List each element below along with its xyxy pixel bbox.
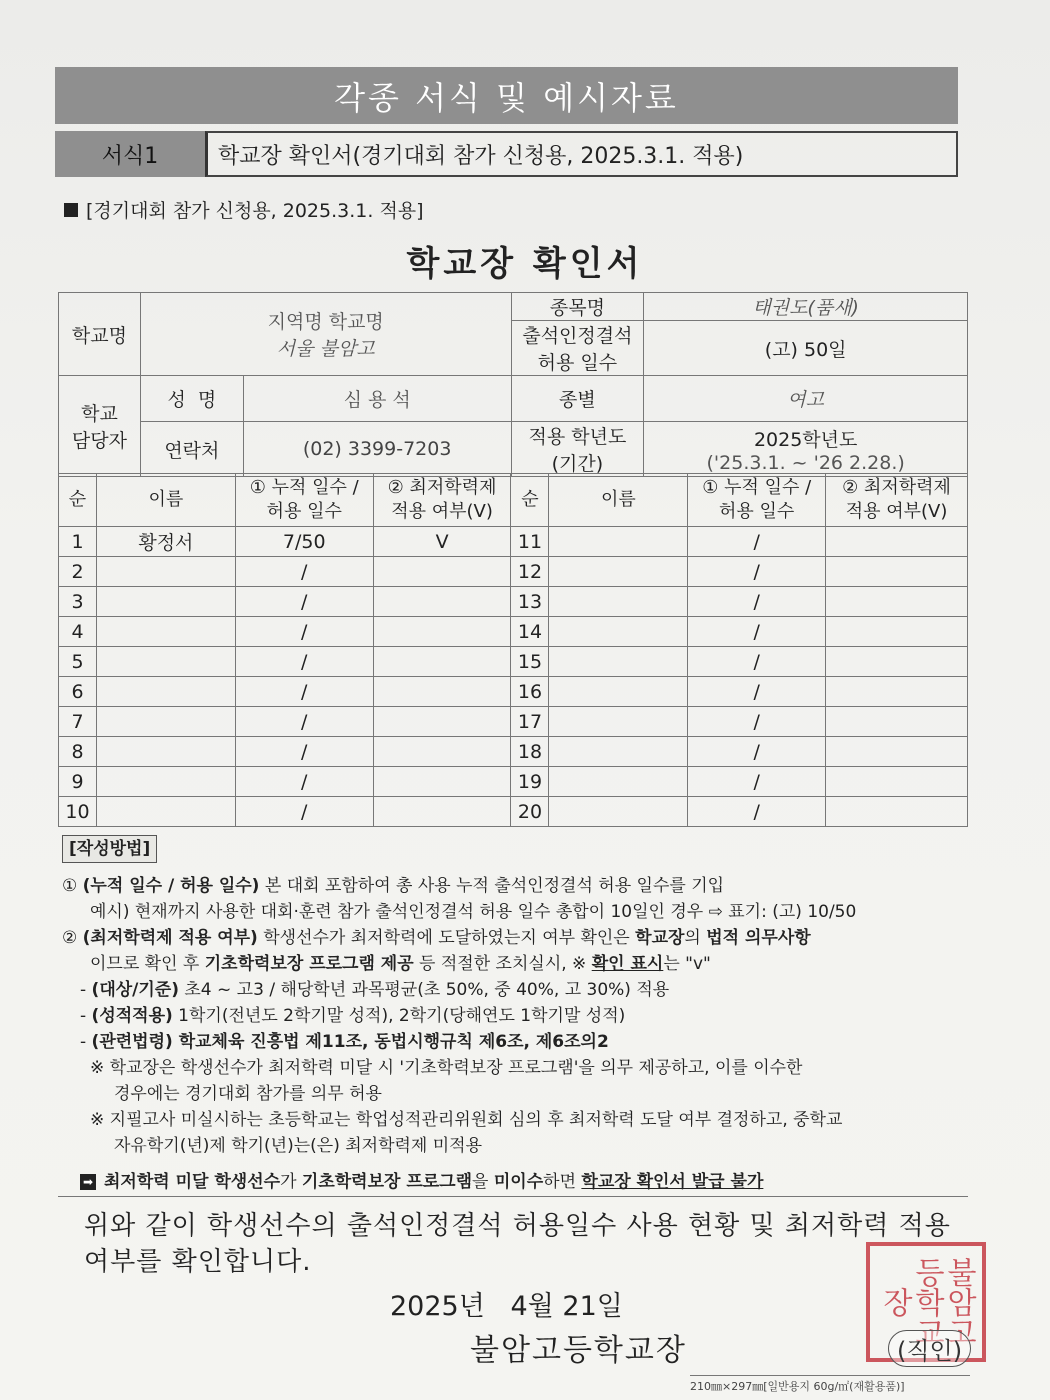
student-name <box>96 677 235 707</box>
year-value-cell <box>644 422 968 477</box>
remark-1b: 경우에는 경기대회 참가를 의무 허용 <box>114 1084 382 1104</box>
allow-value: (고) 50일 <box>644 321 968 376</box>
divider <box>58 1196 968 1197</box>
remark-2b: 자유학기(년)제 학기(년)는(은) 최저학력제 미적용 <box>114 1136 483 1156</box>
allow-label-line1: 출석인정결석 <box>522 325 633 347</box>
year-label-line2: (기간) <box>551 453 604 475</box>
note-2-text-a: 학생선수가 최저학력에 도달하였는지 여부 확인은 <box>257 928 636 948</box>
cumulative-days: / <box>235 707 373 737</box>
note-1-example: 예시) 현재까지 사용한 대회·훈련 참가 출석인정결석 허용 일수 총합이 10일인 경우 ⇨ 표기: (고) 10/50 <box>90 902 857 922</box>
col-header-days-right <box>688 474 826 527</box>
warning-f: 하면 <box>543 1172 582 1192</box>
col-header-days-line2: 허용 일수 <box>266 501 342 522</box>
sub-note-2: - (성적적용) 1학기(전년도 2학기말 성적), 2학기(당해연도 1학기말 성적) <box>80 1006 626 1026</box>
warning-c: 기초학력보장 프로그램 <box>301 1172 473 1192</box>
warning-a: 최저학력 미달 학생선수 <box>104 1172 281 1192</box>
student-name-right <box>549 527 688 557</box>
student-name-right <box>549 647 688 677</box>
type-value: 여고 <box>644 376 968 422</box>
col-header-min <box>373 474 511 527</box>
col-header-min-line2: 적용 여부(V) <box>391 501 493 522</box>
cumulative-days-right: / <box>688 767 826 797</box>
seal-label: (직인) <box>888 1330 971 1367</box>
principal-name: 불암고등학교장 <box>470 1333 687 1368</box>
col-header-days <box>235 474 373 527</box>
row-number-right: 16 <box>511 677 549 707</box>
year-label-line1: 적용 학년도 <box>528 426 627 448</box>
warning-g: 학교장 확인서 발급 불가 <box>581 1172 764 1192</box>
col-header-min-right-line1: ② 최저학력제 <box>842 477 951 498</box>
table-row <box>59 767 968 797</box>
manager-label-line1: 학교 <box>81 403 118 425</box>
note-2-bold-principal: 학교장 <box>635 928 685 948</box>
col-header-name: 이름 <box>96 474 235 527</box>
student-name <box>96 587 235 617</box>
min-academic-check-right <box>826 617 968 647</box>
note-1-text: 본 대회 포함하여 총 사용 누적 출석인정결석 허용 일수를 기입 <box>259 876 725 896</box>
table-row <box>59 647 968 677</box>
col-header-no: 순 <box>59 474 97 527</box>
cumulative-days-right: / <box>688 527 826 557</box>
row-number-right: 15 <box>511 647 549 677</box>
min-academic-check-right <box>826 707 968 737</box>
name-value: 심 용 석 <box>243 376 511 422</box>
student-name-right <box>549 797 688 827</box>
note-2-line2-c: 등 적절한 조치실시, ※ <box>413 954 592 974</box>
square-bullet-icon <box>64 203 78 217</box>
contact-value: (02) 3399-7203 <box>243 422 511 477</box>
row-number: 4 <box>59 617 97 647</box>
stamp-text: 불암고등학교장 <box>877 1257 976 1347</box>
row-number: 7 <box>59 707 97 737</box>
sport-value: 태권도(품새) <box>644 293 968 321</box>
student-name <box>96 737 235 767</box>
cumulative-days-right: / <box>688 737 826 767</box>
arrow-box-icon: ➡ <box>80 1174 96 1190</box>
min-academic-check <box>373 617 511 647</box>
student-name-right <box>549 587 688 617</box>
allow-label <box>511 321 644 376</box>
sub-heading <box>64 196 424 223</box>
manager-label <box>59 376 141 477</box>
cumulative-days-right: / <box>688 707 826 737</box>
school-value: 서울 불암고 <box>276 338 375 360</box>
cumulative-days: / <box>235 797 373 827</box>
row-number: 1 <box>59 527 97 557</box>
student-name-right <box>549 767 688 797</box>
note-2-line2-d: 확인 표시 <box>591 954 664 974</box>
sub-note-1: - (대상/기준) 초4 ~ 고3 / 해당학년 과목평균(초 50%, 중 40%, 고 30%) 적용 <box>80 980 670 1000</box>
contact-label: 연락처 <box>140 422 243 477</box>
sub-note-3-text: 학교체육 진흥법 제11조, 동법시행규칙 제6조, 제6조의2 <box>172 1032 609 1052</box>
note-2-text-b: 의 <box>684 928 707 948</box>
row-number: 6 <box>59 677 97 707</box>
sub-note-1-bold: (대상/기준) <box>91 980 179 1000</box>
min-academic-check-right <box>826 767 968 797</box>
note-2-line2-e: 는 "v" <box>663 954 711 974</box>
table-row <box>59 677 968 707</box>
min-academic-check-right <box>826 647 968 677</box>
row-number: 8 <box>59 737 97 767</box>
col-header-min-right <box>826 474 968 527</box>
table-row <box>59 587 968 617</box>
cumulative-days-right: / <box>688 647 826 677</box>
document-title: 학교장 확인서 <box>406 244 644 284</box>
cumulative-days: / <box>235 647 373 677</box>
student-name-right <box>549 677 688 707</box>
note-2-mark: ② <box>62 928 78 948</box>
remark-1: ※ 학교장은 학생선수가 최저학력 미달 시 '기초학력보장 프로그램'을 의무 제공하고, 이를 이수한 <box>90 1058 803 1078</box>
row-number-right: 11 <box>511 527 549 557</box>
min-academic-check-right <box>826 737 968 767</box>
cumulative-days: / <box>235 677 373 707</box>
student-name <box>96 647 235 677</box>
student-table <box>58 473 968 827</box>
cumulative-days-right: / <box>688 587 826 617</box>
cumulative-days-right: / <box>688 677 826 707</box>
cumulative-days: / <box>235 587 373 617</box>
school-cell <box>140 293 511 376</box>
min-academic-check-right <box>826 557 968 587</box>
note-2 <box>62 925 972 951</box>
row-number: 9 <box>59 767 97 797</box>
sub-note-3: - (관련법령) 학교체육 진흥법 제11조, 동법시행규칙 제6조, 제6조의2 <box>80 1032 609 1052</box>
cumulative-days: / <box>235 767 373 797</box>
type-label: 종별 <box>511 376 644 422</box>
col-header-min-line1: ② 최저학력제 <box>387 477 497 498</box>
table-row <box>59 797 968 827</box>
note-2-bold: (최저학력제 적용 여부) <box>82 928 258 948</box>
cumulative-days: / <box>235 737 373 767</box>
min-academic-check <box>373 737 511 767</box>
min-academic-check: V <box>373 527 511 557</box>
note-1 <box>62 873 972 899</box>
min-academic-check <box>373 677 511 707</box>
row-number: 3 <box>59 587 97 617</box>
min-academic-check <box>373 557 511 587</box>
year-value: 2025학년도 <box>753 428 858 451</box>
form-code: 서식1 <box>55 131 205 177</box>
issue-date: 2025년 4월 21일 <box>390 1291 623 1322</box>
row-number: 5 <box>59 647 97 677</box>
col-header-min-right-line2: 적용 여부(V) <box>845 501 948 522</box>
row-number-right: 19 <box>511 767 549 797</box>
table-header-row <box>59 474 968 527</box>
declaration: 위와 같이 학생선수의 출석인정결석 허용일수 사용 현황 및 최저학력 적용 여부를 확인합니다. <box>84 1211 951 1277</box>
instructions <box>62 835 972 1195</box>
table-row <box>59 557 968 587</box>
warning-e: 미이수 <box>493 1172 544 1192</box>
warning-b: 가 <box>280 1172 302 1192</box>
min-academic-check <box>373 587 511 617</box>
student-name <box>96 707 235 737</box>
student-rows <box>59 527 968 827</box>
min-academic-check-right <box>826 527 968 557</box>
cumulative-days: / <box>235 557 373 587</box>
sub-note-2-bold: (성적적용) <box>91 1006 173 1026</box>
cumulative-days-right: / <box>688 797 826 827</box>
note-2-line2-a: 이므로 확인 후 <box>90 954 205 974</box>
name-label: 성 명 <box>140 376 243 422</box>
student-name <box>96 557 235 587</box>
instructions-heading-line <box>62 835 972 863</box>
row-number: 10 <box>59 797 97 827</box>
sub-note-1-text: 초4 ~ 고3 / 해당학년 과목평균(초 50%, 중 40%, 고 30%) 적용 <box>178 980 670 1000</box>
row-number-right: 17 <box>511 707 549 737</box>
cumulative-days-right: / <box>688 557 826 587</box>
note-2-line2-b: 기초학력보장 프로그램 제공 <box>204 954 414 974</box>
note-1-mark: ① <box>62 876 78 896</box>
sub-note-3-bold: (관련법령) <box>91 1032 173 1052</box>
info-table <box>58 292 968 477</box>
min-academic-check <box>373 647 511 677</box>
student-name <box>96 767 235 797</box>
note-1-bold: (누적 일수 / 허용 일수) <box>82 876 260 896</box>
cumulative-days: / <box>235 617 373 647</box>
table-row <box>59 737 968 767</box>
form-title: 학교장 확인서(경기대회 참가 신청용, 2025.3.1. 적용) <box>205 131 958 177</box>
paper-spec-footer: 210㎜×297㎜[일반용지 60g/㎡(재활용품)] <box>690 1375 970 1394</box>
min-academic-check-right <box>826 797 968 827</box>
note-2-line2 <box>62 951 972 977</box>
min-academic-check <box>373 797 511 827</box>
table-row <box>59 617 968 647</box>
year-label <box>511 422 644 477</box>
student-name-right <box>549 737 688 767</box>
warning-d: 을 <box>472 1172 494 1192</box>
student-name-right <box>549 557 688 587</box>
student-name: 황정서 <box>96 527 235 557</box>
row-number-right: 18 <box>511 737 549 767</box>
col-header-name-right: 이름 <box>549 474 688 527</box>
col-header-no-right: 순 <box>511 474 549 527</box>
row-number: 2 <box>59 557 97 587</box>
table-row <box>59 707 968 737</box>
min-academic-check <box>373 707 511 737</box>
row-number-right: 20 <box>511 797 549 827</box>
remark-2: ※ 지필고사 미실시하는 초등학교는 학업성적관리위원회 심의 후 최저학력 도달 여부 결정하고, 중학교 <box>90 1110 843 1130</box>
sub-note-2-text: 1학기(전년도 2학기말 성적), 2학기(당해연도 1학기말 성적) <box>172 1006 626 1026</box>
row-number-right: 12 <box>511 557 549 587</box>
form-header <box>55 131 958 177</box>
col-header-days-line1: ① 누적 일수 / <box>249 477 359 498</box>
col-header-days-right-line1: ① 누적 일수 / <box>702 477 812 498</box>
min-academic-check-right <box>826 587 968 617</box>
sub-heading-text: [경기대회 참가 신청용, 2025.3.1. 적용] <box>86 200 424 222</box>
year-period: ('25.3.1. ~ '26 2.28.) <box>706 451 905 474</box>
instructions-heading: [작성방법] <box>62 835 157 863</box>
col-header-days-right-line2: 허용 일수 <box>719 501 795 522</box>
min-academic-check <box>373 767 511 797</box>
student-name <box>96 617 235 647</box>
student-name-right <box>549 617 688 647</box>
warning-line <box>62 1169 972 1195</box>
cumulative-days-right: / <box>688 617 826 647</box>
min-academic-check-right <box>826 677 968 707</box>
school-label: 학교명 <box>59 293 141 376</box>
school-hint: 지역명 학교명 <box>267 311 384 333</box>
allow-label-line2: 허용 일수 <box>537 352 618 374</box>
cumulative-days: 7/50 <box>235 527 373 557</box>
section-banner: 각종 서식 및 예시자료 <box>55 67 958 124</box>
student-name-right <box>549 707 688 737</box>
table-row <box>59 527 968 557</box>
sport-label: 종목명 <box>511 293 644 321</box>
row-number-right: 13 <box>511 587 549 617</box>
row-number-right: 14 <box>511 617 549 647</box>
note-2-bold-duty: 법적 의무사항 <box>706 928 811 948</box>
student-name <box>96 797 235 827</box>
manager-label-line2: 담당자 <box>71 430 127 452</box>
